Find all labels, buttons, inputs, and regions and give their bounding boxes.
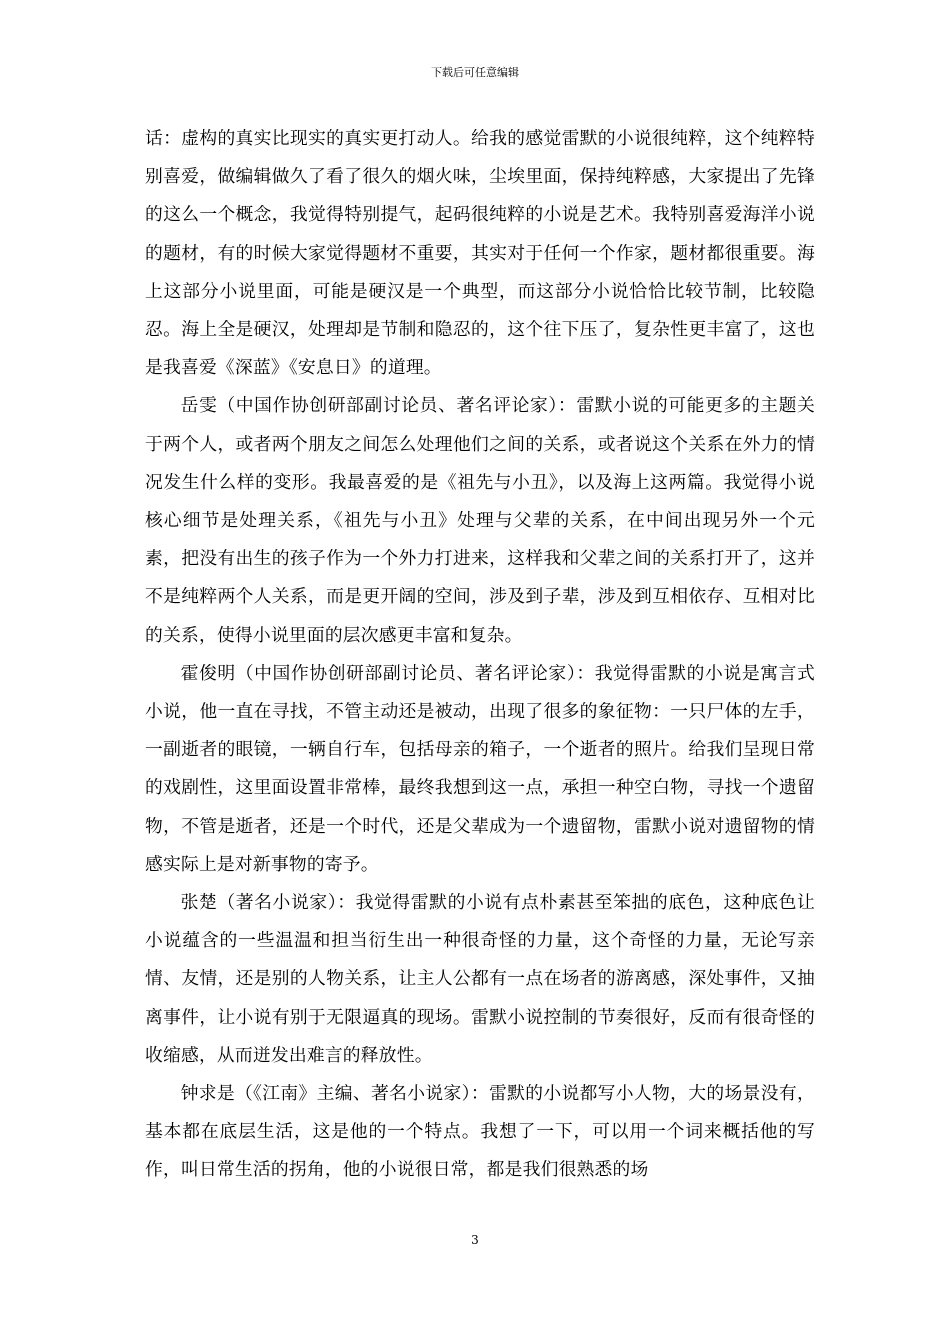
- paragraph-zhong-qiushi: 钟求是（《江南》主编、著名小说家）：雷默的小说都写小人物，大的场景没有，基本都在底层生活，这是他的一个特点。我想了一下，可以用一个词来概括他的写作，叫日常生活的拐角，他的小说很日常，都是我们很熟悉的场: [145, 1083, 815, 1181]
- paragraph-continuation: 话：虚构的真实比现实的真实更打动人。给我的感觉雷默的小说很纯粹，这个纯粹特别喜爱，做编辑做久了看了很久的烟火味，尘埃里面，保持纯粹感，大家提出了先锋的这么一个概念，我觉得特别提气，起码很纯粹的小说是艺术。我特别喜爱海洋小说的题材，有的时候大家觉得题材不重要，其实对于任何一个作家，题材都很重要。海上这部分小说里面，可能是硬汉是一个典型，而这部分小说恰恰比较节制，比较隐忍。海上全是硬汉，处理却是节制和隐忍的，这个往下压了，复杂性更丰富了，这也是我喜爱《深蓝》《安息日》的道理。: [145, 128, 815, 379]
- paragraph-huo-junming: 霍俊明（中国作协创研部副讨论员、著名评论家）：我觉得雷默的小说是寓言式小说，他一直在寻找，不管主动还是被动，出现了很多的象征物：一只尸体的左手，一副逝者的眼镜，一辆自行车，包括母亲的箱子，一个逝者的照片。给我们呈现日常的戏剧性，这里面设置非常棒，最终我想到这一点，承担一种空白物，寻找一个遗留物，不管是逝者，还是一个时代，还是父辈成为一个遗留物，雷默小说对遗留物的情感实际上是对新事物的寄予。: [145, 662, 815, 875]
- page-number: 3: [471, 1233, 479, 1247]
- paragraph-yue-wen: 岳雯（中国作协创研部副讨论员、著名评论家）：雷默小说的可能更多的主题关于两个人，或者两个朋友之间怎么处理他们之间的关系，或者说这个关系在外力的情况发生什么样的变形。我最喜爱的是《祖先与小丑》，以及海上这两篇。我觉得小说核心细节是处理关系，《祖先与小丑》处理与父辈的关系，在中间出现另外一个元素，把没有出生的孩子作为一个外力打进来，这样我和父辈之间的关系打开了，这并不是纯粹两个人关系，而是更开阔的空间，涉及到子辈，涉及到互相依存、互相对比的关系，使得小说里面的层次感更丰富和复杂。: [145, 395, 815, 646]
- paragraph-zhang-chu: 张楚（著名小说家）：我觉得雷默的小说有点朴素甚至笨拙的底色，这种底色让小说蕴含的一些温温和担当衍生出一种很奇怪的力量，这个奇怪的力量，无论写亲情、友情，还是别的人物关系，让主人公都有一点在场者的游离感，深处事件，又抽离事件，让小说有别于无限逼真的现场。雷默小说控制的节奏很好，反而有很奇怪的收缩感，从而迸发出难言的释放性。: [145, 892, 815, 1066]
- page-header: 下载后可任意编辑: [431, 66, 519, 79]
- document-body: [145, 120, 815, 1190]
